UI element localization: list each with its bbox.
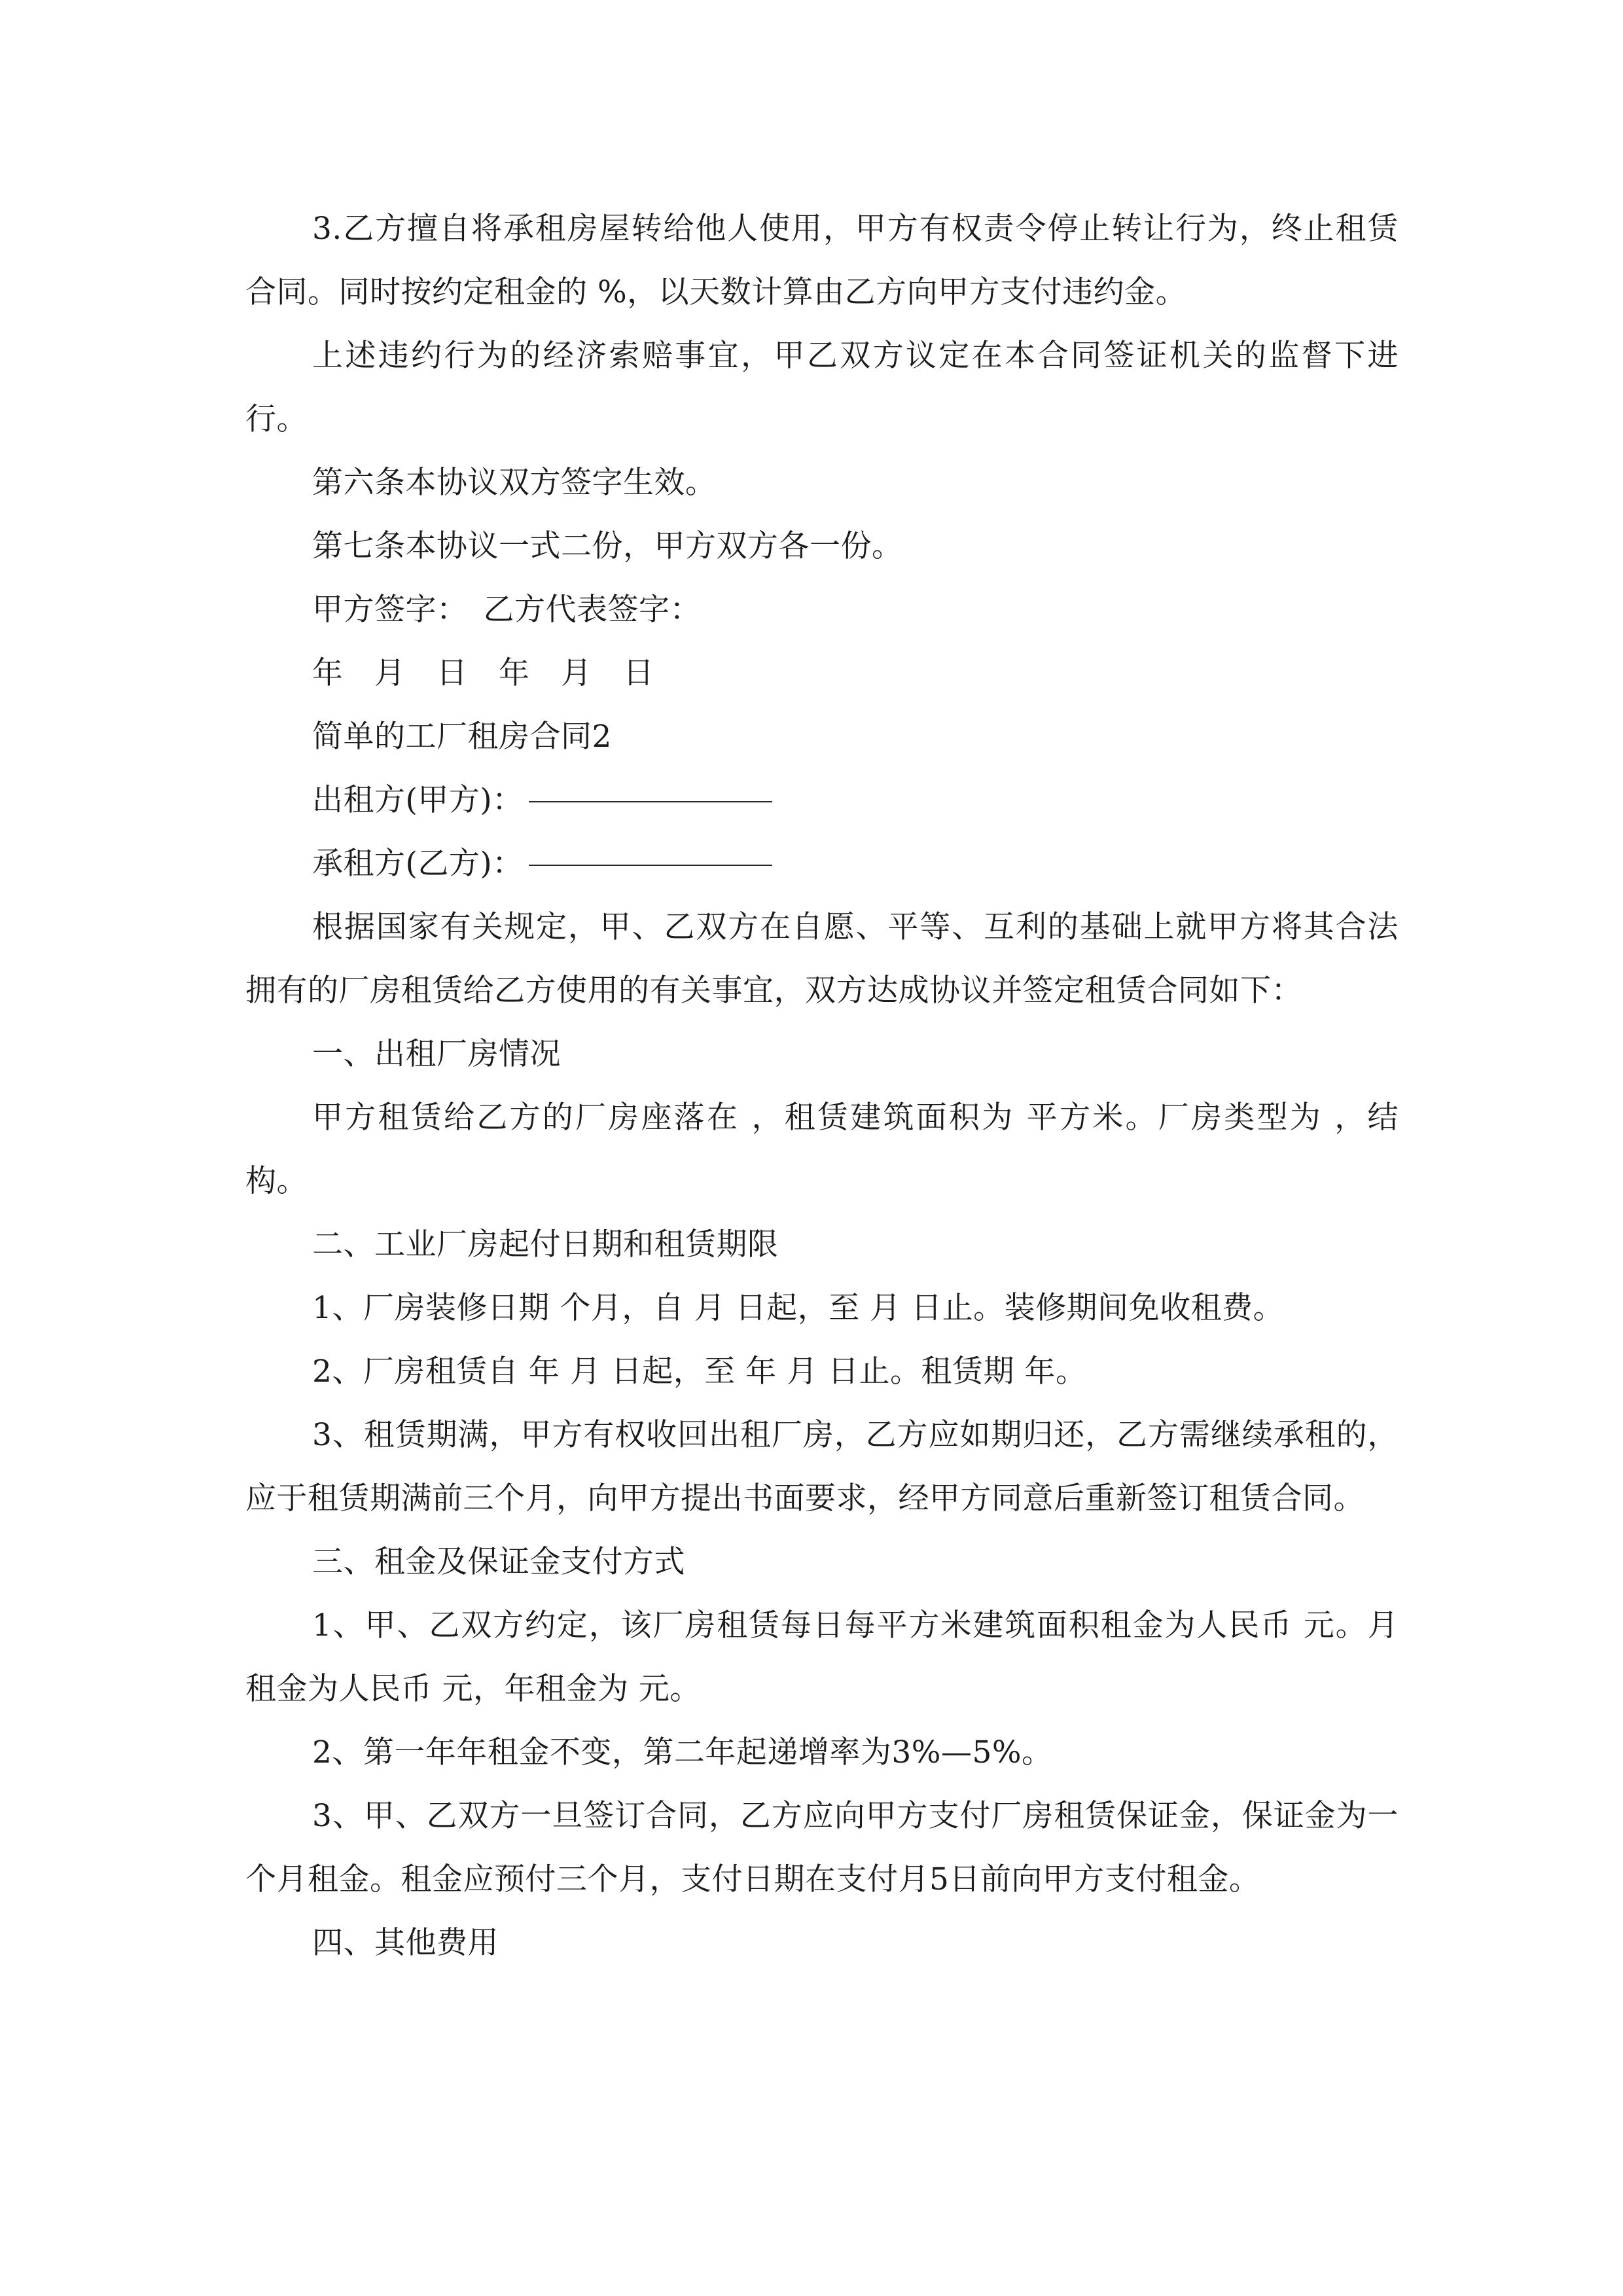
lessee-label: 承租方(乙方)：	[312, 846, 524, 882]
section-heading-other-fees: 四、其他费用	[312, 1925, 499, 1961]
section-heading-term: 二、工业厂房起付日期和租赁期限	[312, 1227, 779, 1263]
paragraph-rent-increase: 2、第一年年租金不变，第二年起递增率为3%—5%。	[312, 1734, 1053, 1770]
paragraph-term-renovation: 1、厂房装修日期 个月，自 月 日起，至 月 日止。装修期间免收租费。	[312, 1290, 1285, 1326]
lessee-field	[245, 832, 1399, 895]
section-heading-rent: 三、租金及保证金支付方式	[312, 1544, 685, 1580]
section-heading-premises: 一、出租厂房情况	[312, 1036, 561, 1072]
paragraph-rent-amount: 1、甲、乙双方约定，该厂房租赁每日每平方米建筑面积租金为人民币 元。月租金为人民币 元，年租金为 元。	[245, 1607, 1399, 1707]
paragraph-article-seven: 第七条本协议一式二份，甲方双方各一份。	[312, 528, 903, 564]
signature-line: 甲方签字： 乙方代表签字：	[312, 592, 701, 628]
document-body	[245, 197, 1399, 1975]
paragraph-claims-supervision: 上述违约行为的经济索赔事宜，甲乙双方议定在本合同签证机关的监督下进行。	[245, 338, 1399, 437]
lessee-blank	[529, 863, 772, 866]
date-line: 年 月 日 年 月 日	[312, 655, 654, 691]
paragraph-deposit: 3、甲、乙双方一旦签订合同，乙方应向甲方支付厂房租赁保证金，保证金为一个月租金。租金应预付三个月，支付日期在支付月5日前向甲方支付租金。	[245, 1798, 1399, 1897]
paragraph-breach-transfer: 3.乙方擅自将承租房屋转给他人使用，甲方有权责令停止转让行为，终止租赁合同。同时按约定租金的 %，以天数计算由乙方向甲方支付违约金。	[245, 211, 1399, 310]
paragraph-preamble: 根据国家有关规定，甲、乙双方在自愿、平等、互利的基础上就甲方将其合法拥有的厂房租赁给乙方使用的有关事宜，双方达成协议并签定租赁合同如下：	[245, 909, 1399, 1009]
paragraph-premises-location: 甲方租赁给乙方的厂房座落在 ，租赁建筑面积为 平方米。厂房类型为 ，结构。	[245, 1100, 1399, 1199]
paragraph-term-expiry: 3、租赁期满，甲方有权收回出租厂房，乙方应如期归还，乙方需继续承租的，应于租赁期满前三个月，向甲方提出书面要求，经甲方同意后重新签订租赁合同。	[245, 1417, 1399, 1516]
lessor-label: 出租方(甲方)：	[312, 782, 524, 818]
contract-title: 简单的工厂租房合同2	[312, 719, 612, 755]
paragraph-article-six: 第六条本协议双方签字生效。	[312, 465, 717, 501]
lessor-blank	[529, 800, 772, 802]
lessor-field	[245, 768, 1399, 832]
paragraph-term-lease: 2、厂房租赁自 年 月 日起，至 年 月 日止。租赁期 年。	[312, 1354, 1087, 1390]
